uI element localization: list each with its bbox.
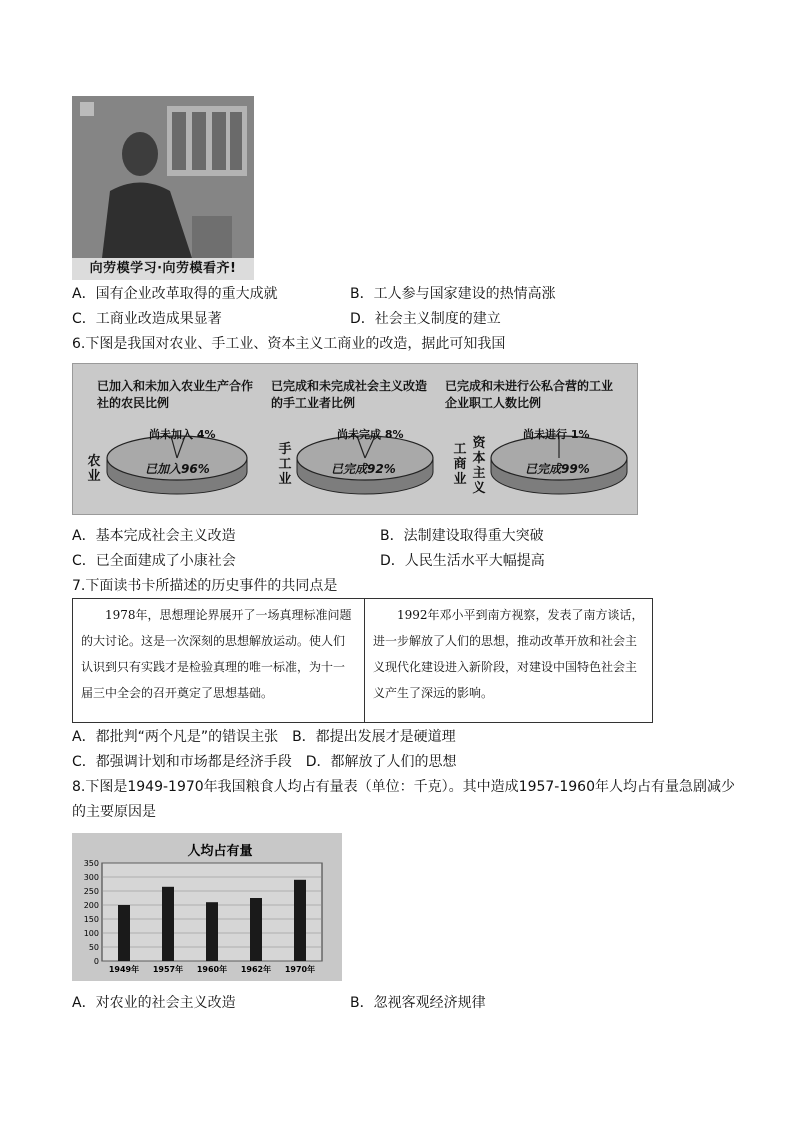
grain-per-capita-chart bbox=[72, 833, 342, 981]
q5-option-c: C．工商业改造成果显著 bbox=[72, 311, 222, 327]
q8-option-a: A．对农业的社会主义改造 bbox=[72, 995, 236, 1011]
bar-1949年 bbox=[118, 905, 130, 961]
y-tick-label: 0 bbox=[93, 957, 99, 966]
poster-illustration bbox=[72, 96, 254, 258]
q6-option-b: B．法制建设取得重大突破 bbox=[380, 528, 544, 544]
reading-card-1978 bbox=[73, 599, 365, 722]
y-tick-label: 350 bbox=[83, 859, 99, 868]
handi-pie-title: 已完成和未完成社会主义改造的手工业者比例 bbox=[271, 379, 428, 410]
bar-1960年 bbox=[206, 902, 218, 961]
q6-option-d: D．人民生活水平大幅提高 bbox=[380, 553, 545, 569]
agri-side-label: 农业 bbox=[87, 454, 101, 484]
agri-main-label: 已加入96% bbox=[145, 462, 210, 476]
x-tick-label: 1970年 bbox=[284, 965, 316, 974]
x-tick-label: 1962年 bbox=[240, 965, 272, 974]
reading-card-1992 bbox=[365, 599, 652, 722]
y-tick-label: 50 bbox=[88, 943, 99, 952]
x-tick-label: 1957年 bbox=[152, 965, 184, 974]
q8-stem-line2: 的主要原因是 bbox=[72, 804, 156, 820]
q8-option-b: B．忽视客观经济规律 bbox=[350, 995, 486, 1011]
q5-option-d: D．社会主义制度的建立 bbox=[350, 311, 501, 327]
bar-chart-svg bbox=[72, 833, 342, 981]
y-tick-label: 200 bbox=[83, 901, 99, 910]
reading-card-1978-text: 1978年，思想理论界展开了一场真理标准问题的大讨论。这是一次深刻的思想解放运动。使人们认识到只有实践才是检验真理的唯一标准，为十一届三中全会的召开奠定了思想基础。 bbox=[81, 608, 352, 700]
cap-callout: 尚未进行 1% bbox=[523, 428, 590, 441]
y-tick-label: 150 bbox=[83, 915, 99, 924]
q7-options-ab: A．都批判“两个凡是”的错误主张 B．都提出发展才是硬道理 bbox=[72, 729, 456, 745]
y-tick-label: 300 bbox=[83, 873, 99, 882]
y-tick-label: 100 bbox=[83, 929, 99, 938]
bar-1970年 bbox=[294, 880, 306, 961]
q7-options-cd: C．都强调计划和市场都是经济手段 D．都解放了人们的思想 bbox=[72, 754, 457, 770]
agri-callout: 尚未加入 4% bbox=[149, 428, 216, 441]
q7-stem: 7.下面读书卡所描述的历史事件的共同点是 bbox=[72, 578, 338, 594]
y-tick-label: 250 bbox=[83, 887, 99, 896]
handi-side-label: 手工业 bbox=[278, 442, 292, 487]
cap-pie-title: 已完成和未进行公私合营的工业企业职工人数比例 bbox=[445, 379, 614, 410]
bar-1957年 bbox=[162, 887, 174, 961]
q6-stem: 6.下图是我国对农业、手工业、资本主义工商业的改造，据此可知我国 bbox=[72, 336, 506, 352]
x-tick-label: 1949年 bbox=[108, 965, 140, 974]
poster-caption: 向劳模学习·向劳模看齐! bbox=[72, 258, 254, 280]
bar-1962年 bbox=[250, 898, 262, 961]
agri-pie-title: 已加入和未加入农业生产合作社的农民比例 bbox=[97, 379, 254, 410]
q8-stem-line1: 8.下图是1949-1970年我国粮食人均占有量表（单位：千克）。其中造成1957-1960年人均占有量急剧减少 bbox=[72, 779, 735, 795]
q5-option-b: B．工人参与国家建设的热情高涨 bbox=[350, 286, 556, 302]
socialist-transformation-figure bbox=[72, 363, 638, 515]
q5-option-a: A．国有企业改革取得的重大成就 bbox=[72, 286, 278, 302]
handi-callout: 尚未完成 8% bbox=[337, 428, 404, 441]
labor-model-poster bbox=[72, 96, 254, 280]
chart-title: 人均占有量 bbox=[187, 844, 253, 859]
q6-option-c: C．已全面建成了小康社会 bbox=[72, 553, 236, 569]
handi-main-label: 已完成92% bbox=[331, 462, 396, 476]
reading-card-1992-text: 1992年邓小平到南方视察，发表了南方谈话，进一步解放了人们的思想，推动改革开放和社会主义现代化建设进入新阶段，对建设中国特色社会主义产生了深远的影响。 bbox=[373, 608, 644, 700]
cap-main-label: 已完成99% bbox=[525, 462, 590, 476]
x-tick-label: 1960年 bbox=[196, 965, 228, 974]
reading-card-table bbox=[72, 598, 653, 723]
cap-side-label-2: 资本主义 bbox=[472, 436, 486, 496]
q6-option-a: A．基本完成社会主义改造 bbox=[72, 528, 236, 544]
cap-side-label-1: 工商业 bbox=[453, 442, 467, 487]
